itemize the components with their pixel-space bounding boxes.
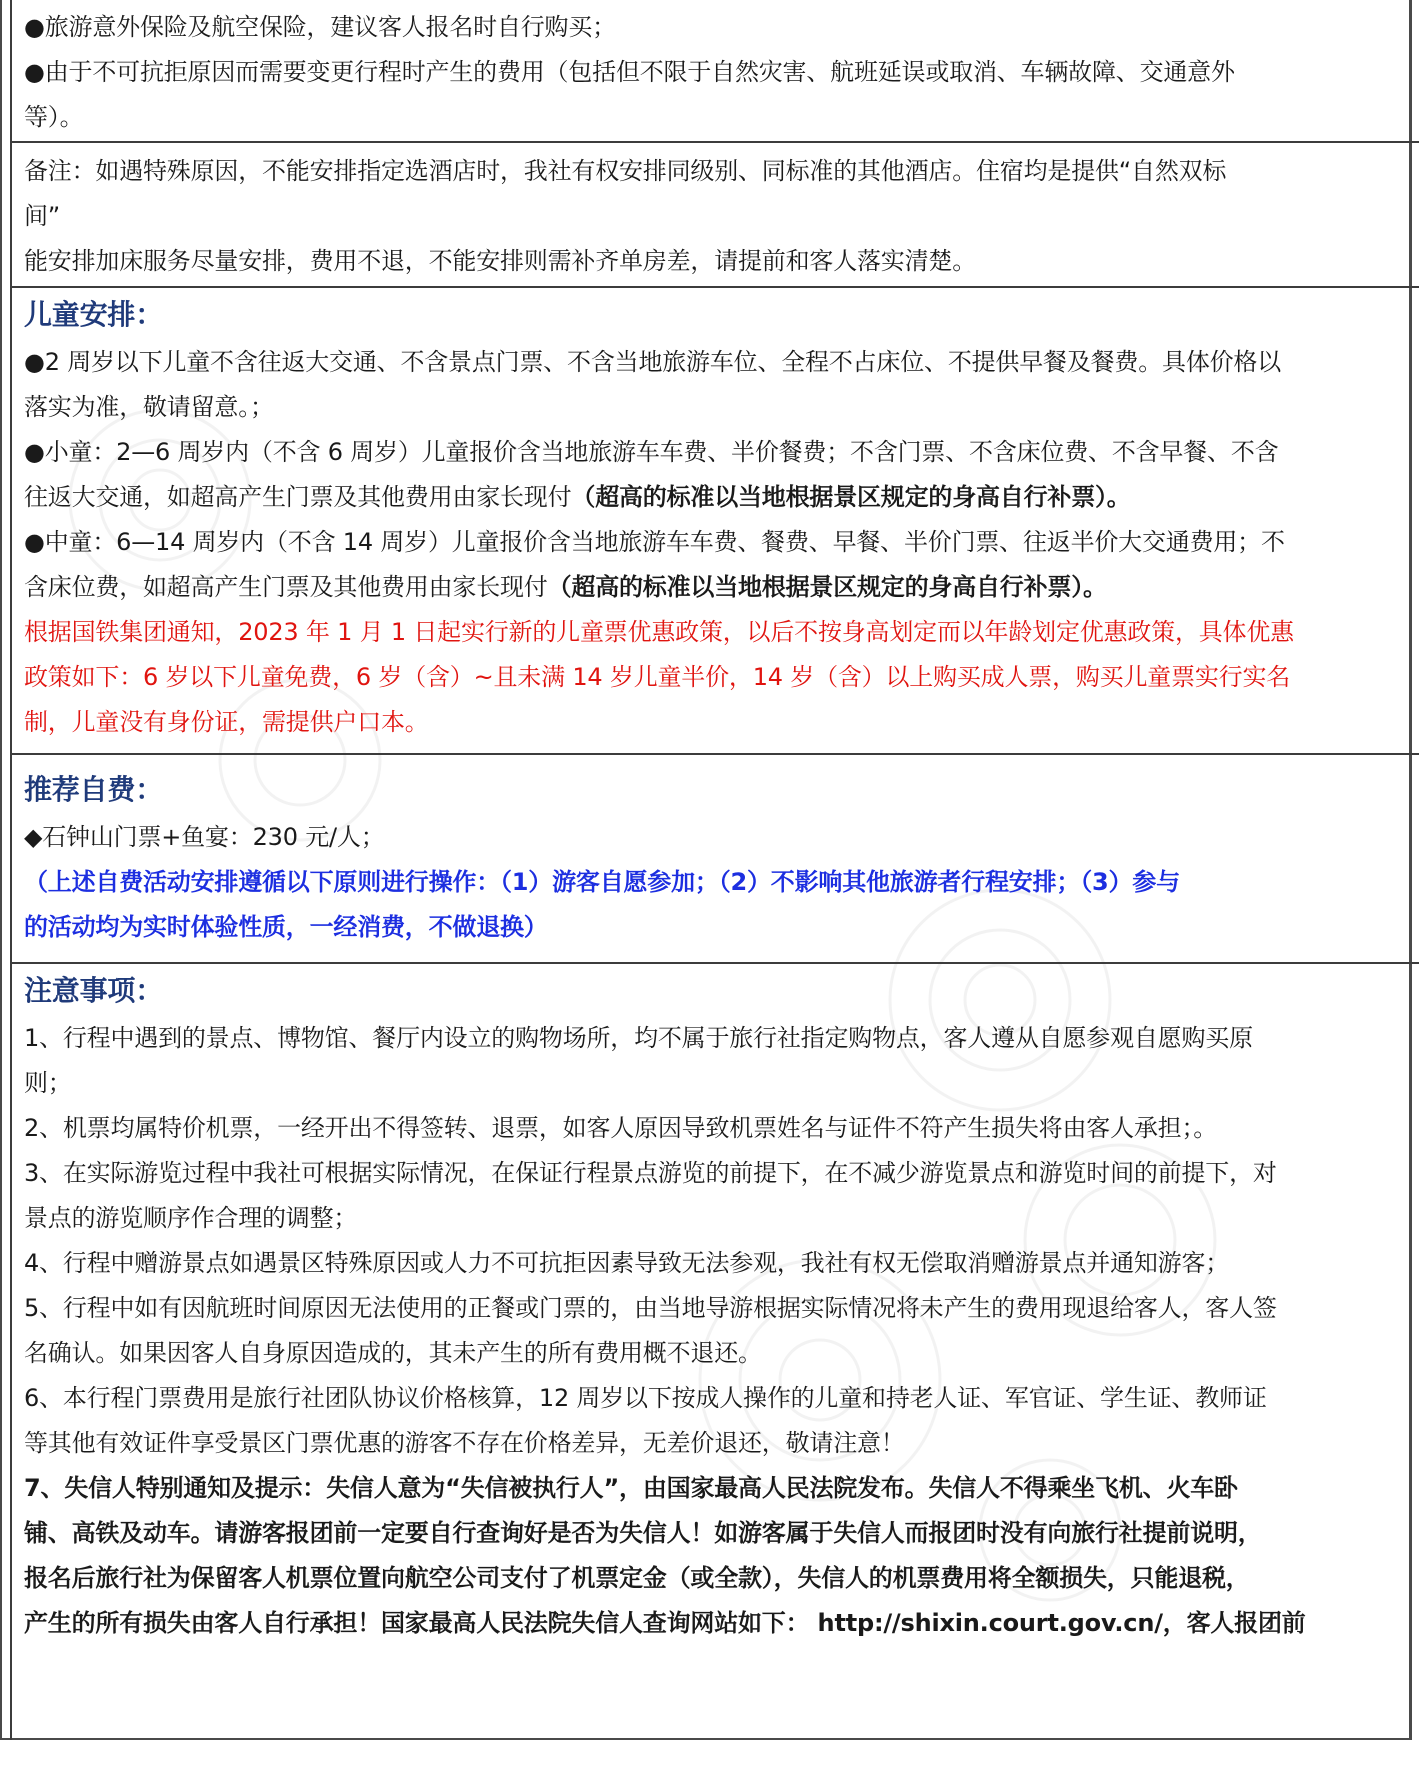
text-line: ●中童：6—14 周岁内（不含 14 周岁）儿童报价含当地旅游车车费、餐费、早餐、半价门票、往返半价大交通费用；不 xyxy=(24,528,1285,556)
text-line: 6、本行程门票费用是旅行社团队协议价格核算，12 周岁以下按成人操作的儿童和持老人证、军官证、学生证、教师证 xyxy=(24,1384,1267,1412)
bold-notice-line: 铺、高铁及动车。请游客报团前一定要自行查询好是否为失信人！如游客属于失信人而报团时没有向旅行社提前说明， xyxy=(24,1519,1262,1547)
text-line: ◆石钟山门票+鱼宴：230 元/人； xyxy=(24,823,385,851)
text-line: 能安排加床服务尽量安排，费用不退，不能安排则需补齐单房差，请提前和客人落实清楚。 xyxy=(24,247,976,275)
section-heading: 儿童安排： xyxy=(24,298,164,331)
text-line: 名确认。如果因客人自身原因造成的，其未产生的所有费用概不退还。 xyxy=(24,1339,762,1367)
text-line: 则； xyxy=(24,1069,72,1097)
notes-section xyxy=(10,964,1419,1740)
text-span: 含床位费，如超高产生门票及其他费用由家长现付 xyxy=(24,573,548,601)
bold-notice-line: 7、失信人特别通知及提示：失信人意为“失信被执行人”，由国家最高人民法院发布。失信人不得乘坐飞机、火车卧 xyxy=(24,1474,1238,1502)
text-line: 等）。 xyxy=(24,103,84,131)
blue-principle-line: 的活动均为实时体验性质，一经消费，不做退换） xyxy=(24,913,548,941)
red-policy-line: 制，儿童没有身份证，需提供户口本。 xyxy=(24,708,429,736)
text-line: ●2 周岁以下儿童不含往返大交通、不含景点门票、不含当地旅游车位、全程不占床位、不提供早餐及餐费。具体价格以 xyxy=(24,348,1282,376)
bold-notice-line: 报名后旅行社为保留客人机票位置向航空公司支付了机票定金（或全款），失信人的机票费用将全额损失，只能退税， xyxy=(24,1564,1250,1592)
text-line: 3、在实际游览过程中我社可根据实际情况，在保证行程景点游览的前提下，在不减少游览景点和游览时间的前提下，对 xyxy=(24,1159,1277,1187)
insurance-section xyxy=(10,0,1419,143)
text-line xyxy=(24,475,1401,520)
text-line: 间” xyxy=(24,202,61,230)
text-line xyxy=(24,565,1401,610)
section-heading: 注意事项： xyxy=(24,974,164,1007)
hotel-note-section xyxy=(10,143,1419,288)
text-line: 等其他有效证件享受景区门票优惠的游客不存在价格差异，无差价退还，敬请注意！ xyxy=(24,1429,905,1457)
blue-principle-line: （上述自费活动安排遵循以下原则进行操作：（1）游客自愿参加；（2）不影响其他旅游者行程安排；（3）参与 xyxy=(24,868,1180,896)
red-policy-line: 根据国铁集团通知，2023 年 1 月 1 日起实行新的儿童票优惠政策，以后不按身高划定而以年龄划定优惠政策，具体优惠 xyxy=(24,618,1294,646)
section-heading: 推荐自费： xyxy=(24,773,164,806)
text-line: ●小童：2—6 周岁内（不含 6 周岁）儿童报价含当地旅游车车费、半价餐费；不含门票、不含床位费、不含早餐、不含 xyxy=(24,438,1279,466)
text-line: ●旅游意外保险及航空保险，建议客人报名时自行购买； xyxy=(24,13,616,41)
selfpay-section xyxy=(10,755,1419,964)
text-line: 落实为准，敬请留意。； xyxy=(24,393,274,421)
text-line: 5、行程中如有因航班时间原因无法使用的正餐或门票的，由当地导游根据实际情况将未产生的费用现退给客人，客人签 xyxy=(24,1294,1277,1322)
bold-note: （超高的标准以当地根据景区规定的身高自行补票）。 xyxy=(571,483,1131,511)
bold-notice-line: 产生的所有损失由客人自行承担！国家最高人民法院失信人查询网站如下： http://shixin.court.gov.cn/，客人报团前 xyxy=(24,1609,1306,1637)
text-line: 4、行程中赠游景点如遇景区特殊原因或人力不可抗拒因素导致无法参观，我社有权无偿取消赠游景点并通知游客； xyxy=(24,1249,1230,1277)
children-section xyxy=(10,288,1419,755)
text-line: 备注：如遇特殊原因，不能安排指定选酒店时，我社有权安排同级别、同标准的其他酒店。住宿均是提供“自然双标 xyxy=(24,157,1227,185)
red-policy-line: 政策如下：6 岁以下儿童免费，6 岁（含）~且未满 14 岁儿童半价，14 岁（含）以上购买成人票，购买儿童票实行实名 xyxy=(24,663,1291,691)
bold-note: （超高的标准以当地根据景区规定的身高自行补票）。 xyxy=(547,573,1107,601)
text-line: 2、机票均属特价机票，一经开出不得签转、退票，如客人原因导致机票姓名与证件不符产生损失将由客人承担；。 xyxy=(24,1114,1218,1142)
text-line: ●由于不可抗拒原因而需要变更行程时产生的费用（包括但不限于自然灾害、航班延误或取消、车辆故障、交通意外 xyxy=(24,58,1235,86)
text-span: 往返大交通，如超高产生门票及其他费用由家长现付 xyxy=(24,483,572,511)
text-line: 1、行程中遇到的景点、博物馆、餐厅内设立的购物场所，均不属于旅行社指定购物点，客人遵从自愿参观自愿购买原 xyxy=(24,1024,1253,1052)
text-line: 景点的游览顺序作合理的调整； xyxy=(24,1204,358,1232)
